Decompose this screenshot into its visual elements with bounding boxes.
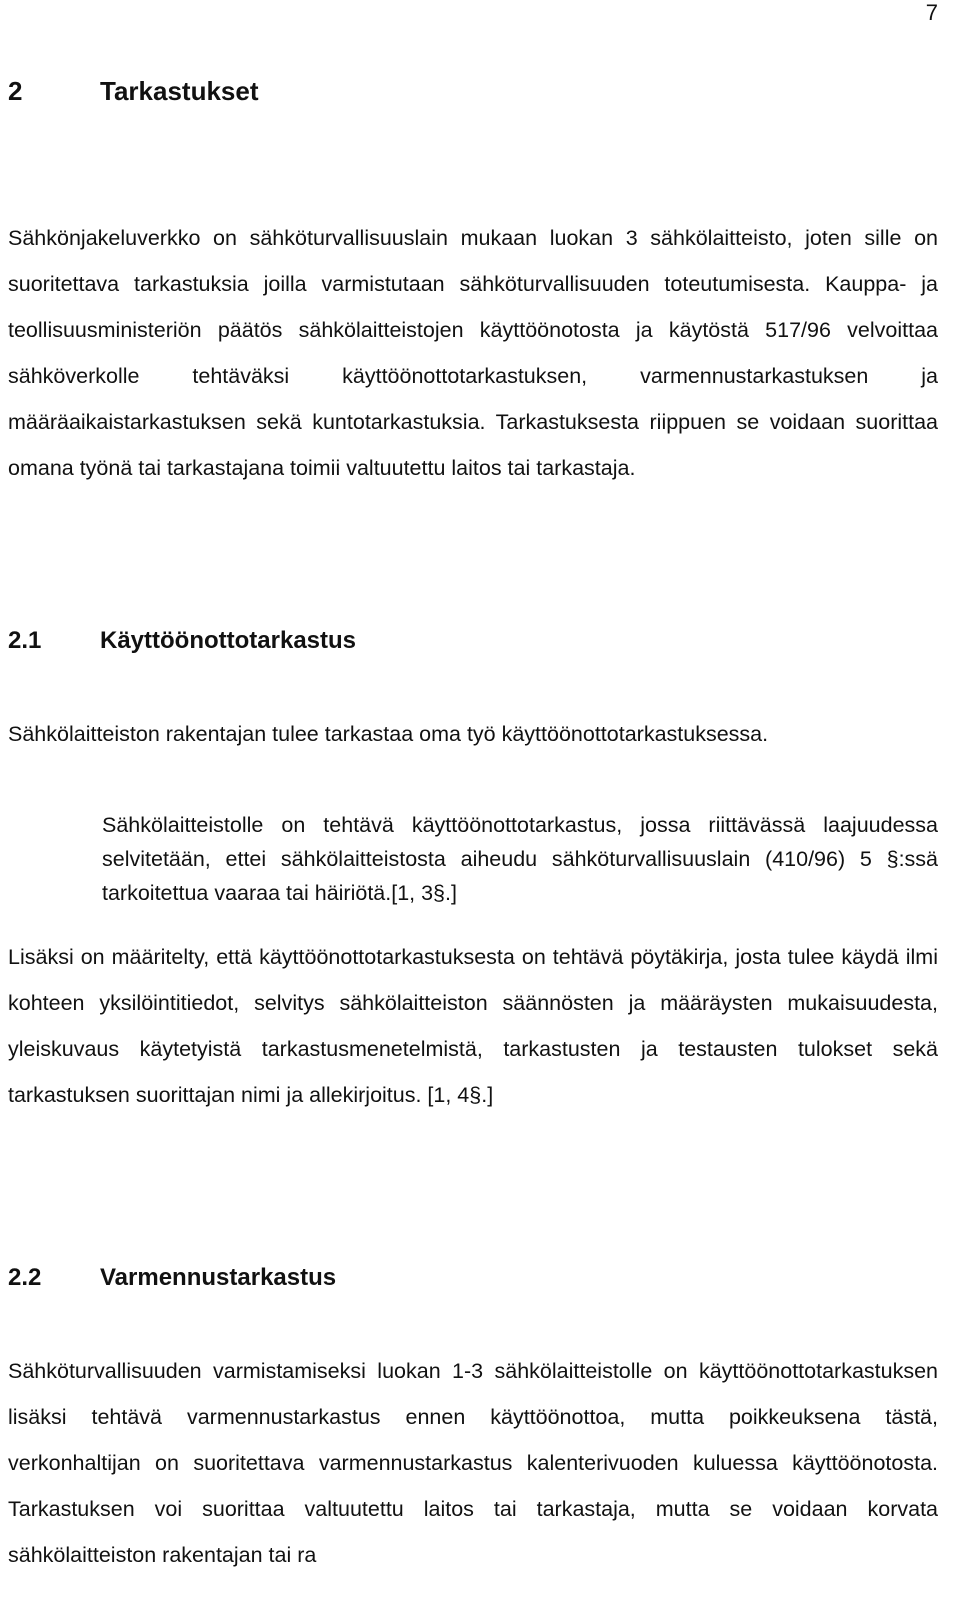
section-number: 2 [8, 76, 23, 106]
subsection-1-paragraph-1: Sähkölaitteiston rakentajan tulee tarkastaa oma työ käyttöönottotarkastuksessa. [8, 722, 769, 746]
section-intro-paragraph: Sähkönjakeluverkko on sähköturvallisuuslain mukaan luokan 3 sähkölaitteisto, joten sille on suoritettava tarkastuksia joilla varmistutaan sähköturvallisuuden toteutumisesta. Kauppa- ja teollisuusministeriön päätös sähkölaitteistojen käyttöönotosta ja käytöstä 517/96 velvoittaa sähköverkolle tehtäväksi käyttöönottotarkastuksen, varmennustarkastuksen ja määräaikaistarkastuksen sekä kuntotarkastuksia. Tarkastuksesta riippuen se voidaan suorittaa omana työnä tai tarkastajana toimii valtuutettu laitos tai tarkastaja. [8, 226, 938, 480]
section-title: Tarkastukset [100, 76, 259, 106]
subsection-number: 2.1 [8, 627, 42, 654]
subsection-number: 2.2 [8, 1264, 42, 1291]
subsection-title: Käyttöönottotarkastus [100, 627, 357, 654]
subsection-1-quote: Sähkölaitteistolle on tehtävä käyttöönottotarkastus, jossa riittävässä laajuudessa selvitetään, ettei sähkölaitteistosta aiheudu sähköturvallisuuslain (410/96) 5 §:ssä tarkoitettua vaaraa tai häiriötä.[1, 3§.] [102, 813, 938, 905]
subsection-heading-2-1 [8, 627, 356, 655]
page-number: 7 [925, 0, 938, 25]
section-heading [8, 76, 259, 107]
subsection-title: Varmennustarkastus [100, 1264, 337, 1291]
subsection-heading-2-2 [8, 1264, 336, 1292]
subsection-1-paragraph-2: Lisäksi on määritelty, että käyttöönottotarkastuksesta on tehtävä pöytäkirja, josta tulee käydä ilmi kohteen yksilöintitiedot, selvitys sähkölaitteiston säännösten ja määräysten mukaisuudesta, yleiskuvaus käytetyistä tarkastusmenetelmistä, tarkastusten ja testausten tulokset sekä tarkastuksen suorittajan nimi ja allekirjoitus. [1, 4§.] [8, 945, 938, 1107]
subsection-2-paragraph-1: Sähköturvallisuuden varmistamiseksi luokan 1-3 sähkölaitteistolle on käyttöönottotarkastuksen lisäksi tehtävä varmennustarkastus ennen käyttöönottoa, mutta poikkeuksena tästä, verkonhaltijan on suoritettava varmennustarkastus kalenterivuoden kuluessa käyttöönotosta. Tarkastuksen voi suorittaa valtuutettu laitos tai tarkastaja, mutta se voidaan korvata sähkölaitteiston rakentajan tai ra [8, 1359, 938, 1567]
